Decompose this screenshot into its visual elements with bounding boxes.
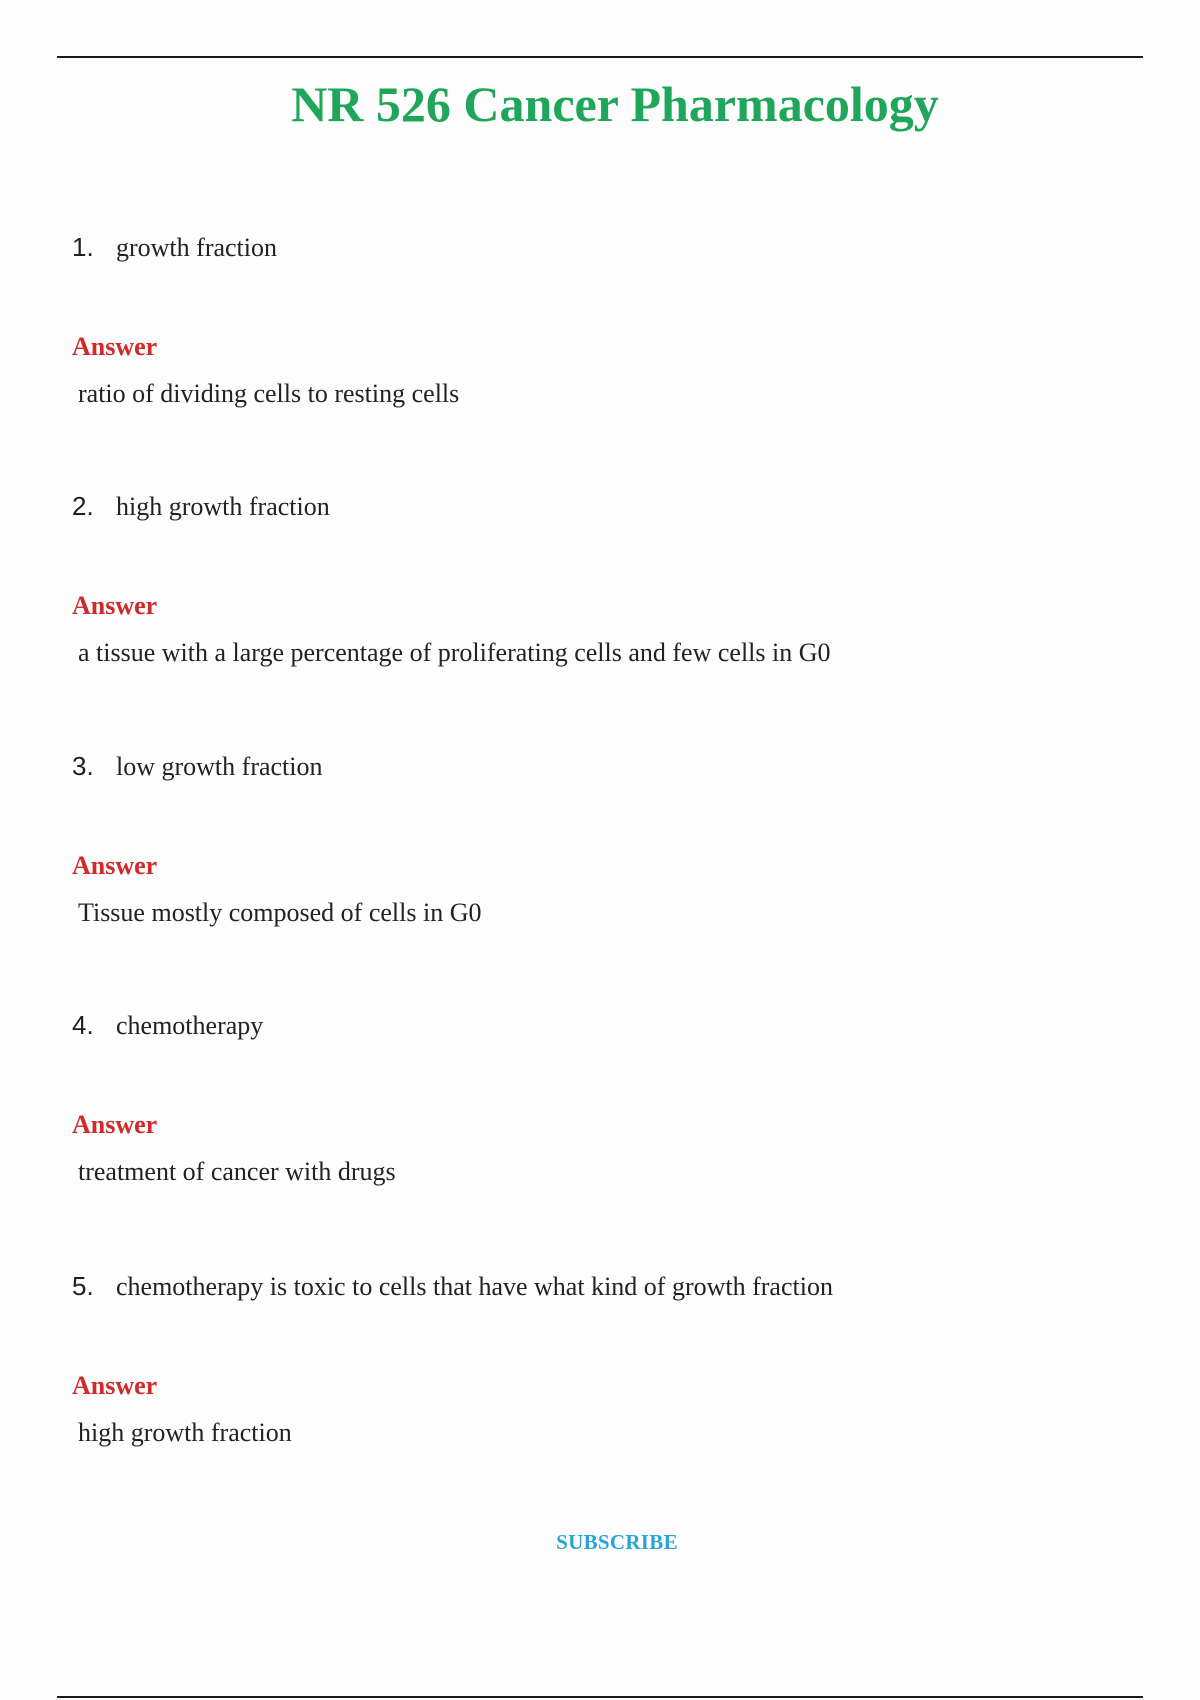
bottom-rule	[57, 1696, 1143, 1698]
question-text: growth fraction	[116, 233, 278, 262]
question-row	[72, 1271, 1132, 1307]
question-text: low growth fraction	[116, 752, 323, 781]
answer-label: Answer	[72, 591, 158, 620]
subscribe-link[interactable]: SUBSCRIBE	[556, 1530, 678, 1554]
answer-label: Answer	[72, 1110, 158, 1139]
question-number: 5.	[72, 1271, 94, 1301]
answer-text: treatment of cancer with drugs	[78, 1157, 396, 1186]
qa-item-2	[72, 491, 1132, 669]
qa-item-5	[72, 1271, 1132, 1449]
question-row	[72, 232, 1132, 268]
question-row	[72, 1010, 1132, 1046]
question-number: 4.	[72, 1010, 94, 1040]
qa-item-1	[72, 232, 1132, 410]
question-number: 1.	[72, 232, 94, 262]
question-text: chemotherapy is toxic to cells that have what kind of growth fraction	[116, 1272, 833, 1301]
answer-label: Answer	[72, 332, 158, 361]
answer-text: high growth fraction	[78, 1418, 292, 1447]
answer-label: Answer	[72, 851, 158, 880]
question-text: high growth fraction	[116, 492, 330, 521]
answer-text: Tissue mostly composed of cells in G0	[78, 898, 482, 927]
qa-item-3	[72, 751, 1132, 929]
answer-text: ratio of dividing cells to resting cells	[78, 379, 460, 408]
question-number: 2.	[72, 491, 94, 521]
qa-item-4	[72, 1010, 1132, 1188]
top-rule	[57, 56, 1143, 58]
question-number: 3.	[72, 751, 94, 781]
answer-text: a tissue with a large percentage of proliferating cells and few cells in G0	[78, 638, 831, 667]
question-text: chemotherapy	[116, 1011, 264, 1040]
document-title: NR 526 Cancer Pharmacology	[291, 76, 939, 132]
question-row	[72, 751, 1132, 787]
answer-label: Answer	[72, 1371, 158, 1400]
question-row	[72, 491, 1132, 527]
